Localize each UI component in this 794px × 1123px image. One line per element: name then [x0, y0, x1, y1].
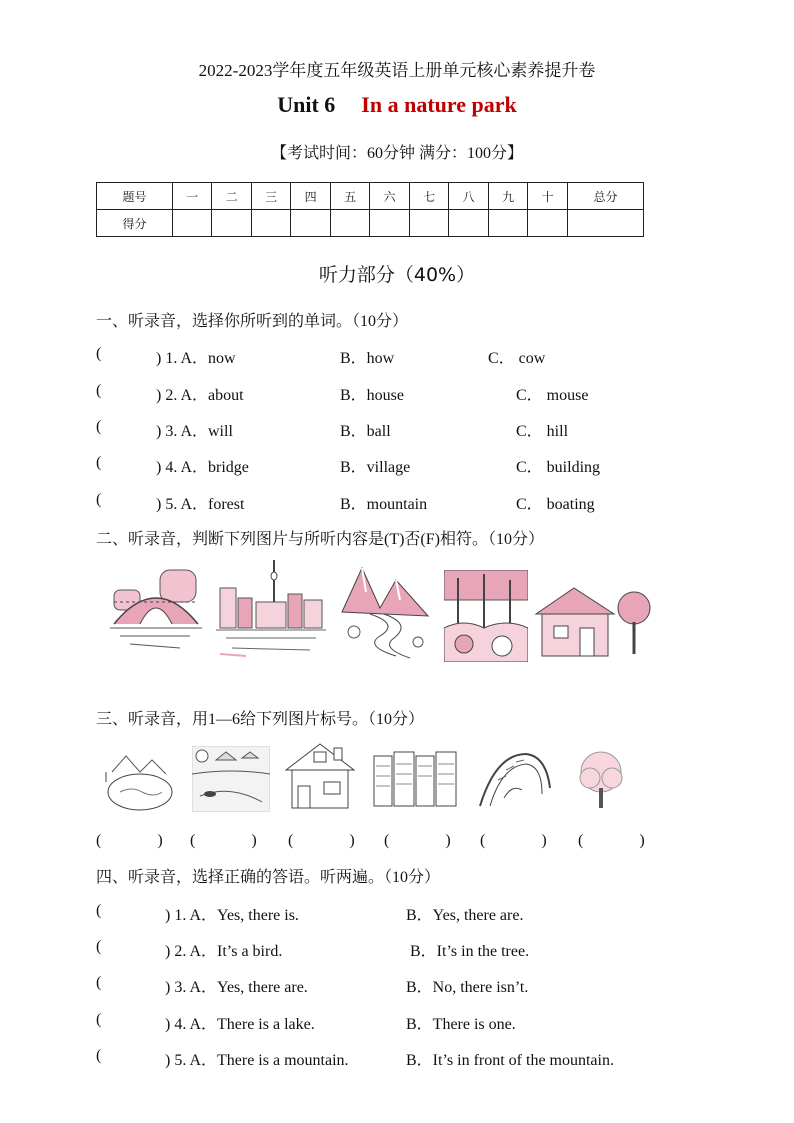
s4-question-5-option-b: B．It’s in front of the mountain.: [406, 1052, 614, 1069]
answer-paren: (: [96, 1011, 102, 1028]
score-table-cell: 四: [291, 183, 331, 210]
score-cell-blank[interactable]: [291, 210, 331, 237]
score-table-cell: 三: [251, 183, 291, 210]
question-5-option-b: B．mountain: [340, 496, 428, 513]
tree-picture: [572, 748, 630, 810]
exam-title: 2022-2023学年度五年级英语上册单元核心素养提升卷: [198, 61, 596, 80]
question-2-option-b: B．house: [340, 387, 405, 404]
question-4-option-a: ) 4. A．bridge: [156, 459, 249, 476]
s4-question-2-option-a: ) 2. A．It’s a bird.: [165, 943, 283, 960]
label-blank-2[interactable]: ( ): [190, 832, 257, 849]
score-table-cell: 九: [488, 183, 528, 210]
question-1-option-b: B．how: [340, 350, 395, 367]
label-blank-4[interactable]: ( ): [384, 832, 451, 849]
score-table-cell: 十: [528, 183, 568, 210]
answer-paren: (: [96, 418, 102, 435]
s4-question-3-option-a: ) 3. A．Yes, there are.: [165, 979, 308, 996]
score-cell-blank[interactable]: [449, 210, 489, 237]
score-cell-blank[interactable]: [488, 210, 528, 237]
answer-paren: (: [96, 902, 102, 919]
score-table-header-row: [97, 183, 644, 210]
answer-paren: (: [96, 1047, 102, 1064]
s4-question-4-option-b: B．There is one.: [406, 1016, 516, 1033]
score-cell-blank[interactable]: [567, 210, 643, 237]
question-3-option-b: B．ball: [340, 423, 391, 440]
score-table-cell: 得分: [97, 210, 173, 237]
answer-paren: (: [96, 454, 102, 471]
question-4-option-c: C． building: [516, 459, 601, 476]
s4-question-3-option-b: B．No, there isn’t.: [406, 979, 529, 996]
answer-paren: (: [96, 491, 102, 508]
question-3-option-c: C． hill: [516, 423, 569, 440]
question-3-option-a: ) 3. A．will: [156, 423, 233, 440]
listening-part-title: 听力部分（40%）: [318, 264, 476, 286]
buildings-picture: [372, 750, 458, 808]
score-table-cell: 题号: [97, 183, 173, 210]
question-5-option-a: ) 5. A．forest: [156, 496, 245, 513]
bridge-drawing: [476, 748, 554, 810]
question-2-option-c: C． mouse: [516, 387, 589, 404]
score-table-cell: 六: [370, 183, 410, 210]
answer-paren: (: [96, 938, 102, 955]
village-picture: [192, 746, 270, 812]
score-cell-blank[interactable]: [330, 210, 370, 237]
lake-picture: [102, 752, 176, 814]
score-table-cell: 八: [449, 183, 489, 210]
city-picture: [216, 558, 326, 662]
house-drawing: [284, 742, 356, 810]
house-picture: [534, 584, 652, 660]
score-cell-blank[interactable]: [528, 210, 568, 237]
section-2-title: 二、听录音，判断下列图片与所听内容是(T)否(F)相符。（10分）: [96, 531, 544, 548]
score-table-cell: 一: [172, 183, 212, 210]
forest-picture: [444, 570, 528, 662]
unit-heading: [0, 92, 794, 118]
score-table-score-row: [97, 210, 644, 237]
exam-info: 【考试时间：60分钟 满分：100分】: [270, 145, 523, 162]
score-table-cell: 总分: [567, 183, 643, 210]
mountain-river-picture: [340, 562, 432, 660]
section-4-title: 四、听录音，选择正确的答语。听两遍。（10分）: [96, 869, 441, 886]
label-blank-3[interactable]: ( ): [288, 832, 355, 849]
question-1-option-c: C． cow: [488, 350, 546, 367]
question-5-option-c: C． boating: [516, 496, 595, 513]
score-table-cell: 七: [409, 183, 449, 210]
score-table: [96, 182, 644, 237]
label-blank-5[interactable]: ( ): [480, 832, 547, 849]
answer-paren: (: [96, 974, 102, 991]
score-table-cell: 二: [212, 183, 252, 210]
s4-question-1-option-b: B．Yes, there are.: [406, 907, 524, 924]
section-1-title: 一、听录音，选择你所听到的单词。（10分）: [96, 313, 409, 330]
s4-question-4-option-a: ) 4. A．There is a lake.: [165, 1016, 315, 1033]
score-cell-blank[interactable]: [172, 210, 212, 237]
score-cell-blank[interactable]: [370, 210, 410, 237]
s4-question-2-option-b: B．It’s in the tree.: [410, 943, 530, 960]
score-cell-blank[interactable]: [409, 210, 449, 237]
score-cell-blank[interactable]: [212, 210, 252, 237]
score-cell-blank[interactable]: [251, 210, 291, 237]
section-3-title: 三、听录音，用1—6给下列图片标号。（10分）: [96, 711, 425, 728]
unit-title: In a nature park: [361, 92, 517, 117]
s4-question-5-option-a: ) 5. A．There is a mountain.: [165, 1052, 349, 1069]
label-blank-1[interactable]: ( ): [96, 832, 163, 849]
question-4-option-b: B．village: [340, 459, 411, 476]
answer-paren: (: [96, 345, 102, 362]
question-1-option-a: ) 1. A．now: [156, 350, 236, 367]
question-2-option-a: ) 2. A．about: [156, 387, 244, 404]
bridge-picture: [110, 562, 202, 660]
answer-paren: (: [96, 382, 102, 399]
label-blank-6[interactable]: ( ): [578, 832, 645, 849]
score-table-cell: 五: [330, 183, 370, 210]
s4-question-1-option-a: ) 1. A．Yes, there is.: [165, 907, 299, 924]
unit-number: Unit 6: [277, 92, 336, 117]
